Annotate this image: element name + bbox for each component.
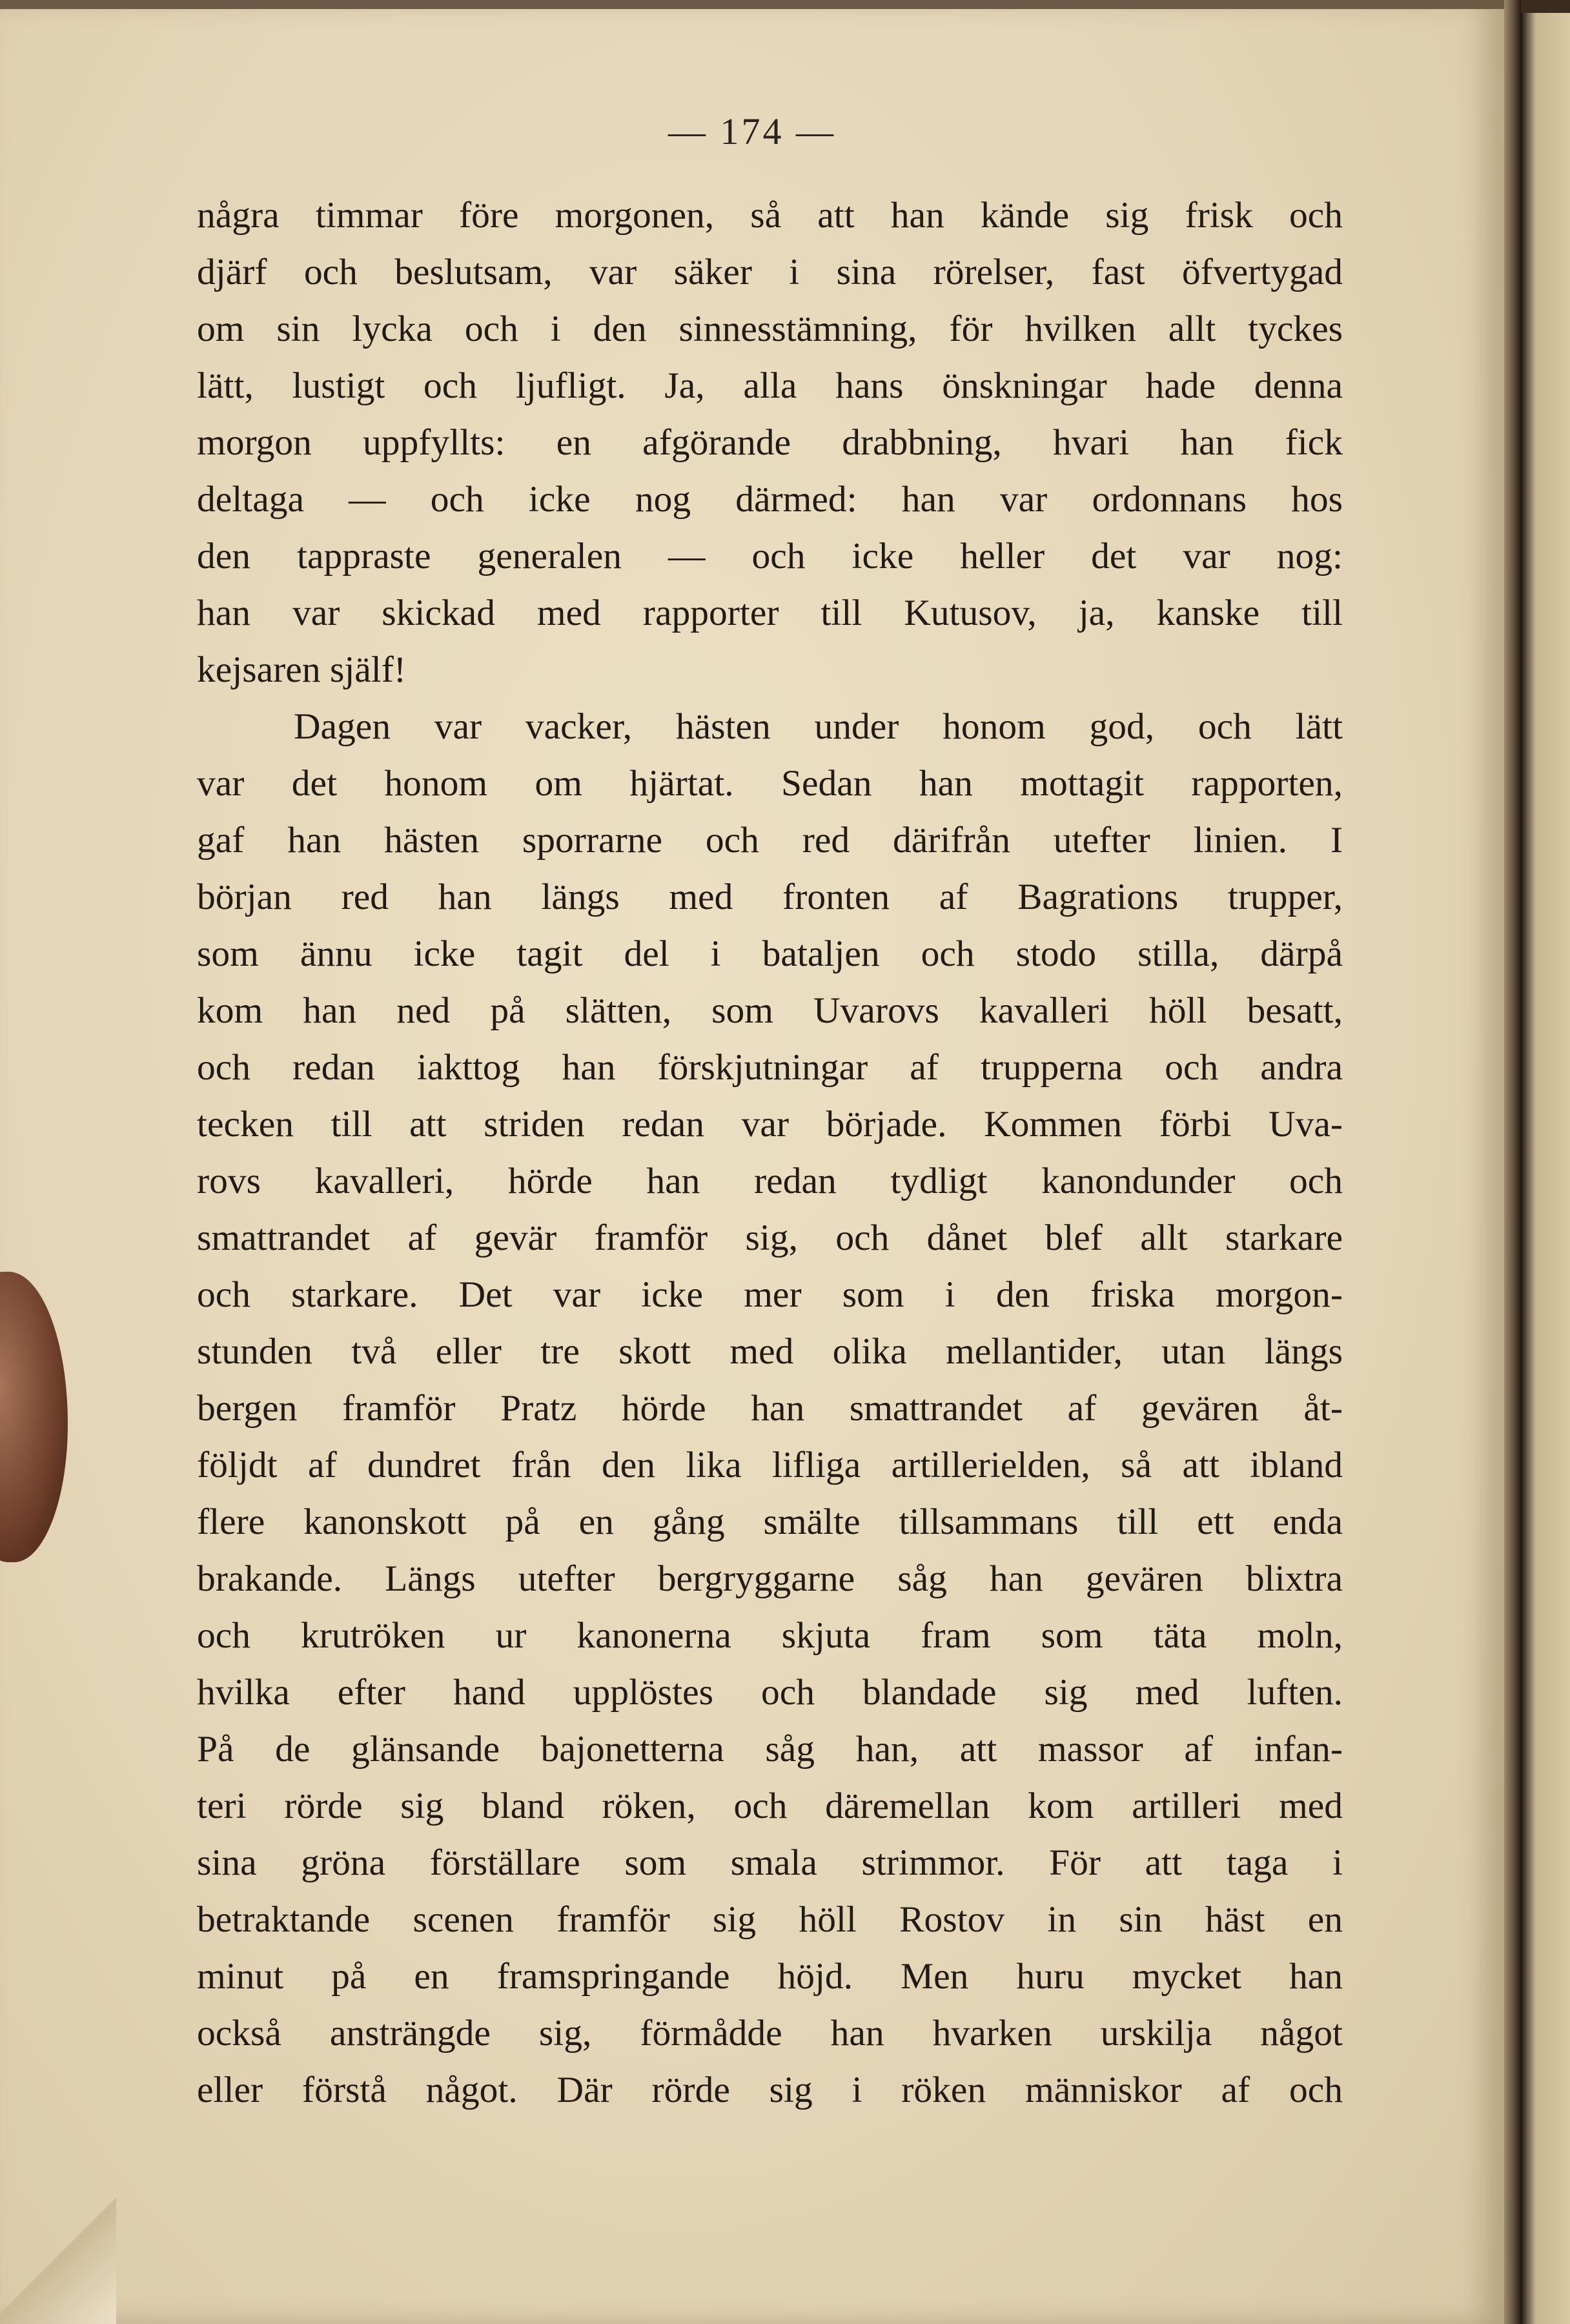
text-line: om sin lycka och i den sinnesstämning, för hvilken allt tyckes [197,309,1343,349]
text-line: gaf han hästen sporrarne och red därifrån utefter linien. I [197,820,1343,861]
text-line: början red han längs med fronten af Bagrations trupper, [197,877,1343,917]
text-line: kejsaren själf! [197,649,407,690]
text-line: djärf och beslutsam, var säker i sina rörelser, fast öfvertygad [197,252,1343,292]
text-line: eller förstå något. Där rörde sig i röken människor af och [197,2070,1343,2110]
text-line: tecken till att striden redan var började. Kommen förbi Uva- [197,1104,1343,1145]
text-line: bergen framför Pratz hörde han smattrandet af gevären åt- [197,1388,1343,1429]
text-line: deltaga — och icke nog därmed: han var ordonnans hos [197,479,1343,520]
text-line: brakande. Längs utefter bergryggarne såg han gevären blixtra [197,1558,1343,1599]
text-line: morgon uppfyllts: en afgörande drabbning, hvari han fick [197,422,1343,463]
page-corner [0,2195,116,2324]
text-line: och starkare. Det var icke mer som i den friska morgon- [197,1274,1343,1315]
text-line: han var skickad med rapporter till Kutusov, ja, kanske till [197,593,1343,633]
text-line: smattrandet af gevär framför sig, och dånet blef allt starkare [197,1218,1343,1258]
text-line: var det honom om hjärtat. Sedan han mottagit rapporten, [197,763,1343,804]
text-line: också ansträngde sig, förmådde han hvarken urskilja något [197,2013,1343,2054]
body-text [197,187,1343,2119]
text-line: sina gröna förställare som smala strimmor. För att taga i [197,1842,1343,1883]
text-line: och redan iakttog han förskjutningar af trupperna och andra [197,1047,1343,1088]
text-line: betraktande scenen framför sig höll Rostov in sin häst en [197,1899,1343,1940]
adjacent-page [1521,13,1570,2324]
text-line: teri rörde sig bland röken, och däremellan kom artilleri med [197,1786,1343,1826]
text-line: följdt af dundret från den lika lifliga artillerielden, så att ibland [197,1445,1343,1485]
text-line: hvilka efter hand upplöstes och blandade sig med luften. [197,1672,1343,1713]
text-line: den tappraste generalen — och icke heller det var nog: [197,536,1343,576]
text-line: minut på en framspringande höjd. Men huru mycket han [197,1956,1343,1997]
text-line: På de glänsande bajonetterna såg han, att massor af infan- [197,1729,1343,1769]
text-line: stunden två eller tre skott med olika mellantider, utan längs [197,1331,1343,1372]
text-line: Dagen var vacker, hästen under honom god, och lätt [294,706,1343,747]
text-line: kom han ned på slätten, som Uvarovs kavalleri höll besatt, [197,990,1343,1031]
text-line: lätt, lustigt och ljufligt. Ja, alla hans önskningar hade denna [197,365,1343,406]
text-line: som ännu icke tagit del i bataljen och stodo stilla, därpå [197,933,1343,974]
page-edge [1504,0,1521,2324]
text-line: rovs kavalleri, hörde han redan tydligt kanondunder och [197,1161,1343,1201]
page-number: — 174 — [668,110,836,152]
text-line: några timmar före morgonen, så att han kände sig frisk och [197,195,1343,236]
text-line: och krutröken ur kanonerna skjuta fram som täta moln, [197,1615,1343,1656]
text-line: flere kanonskott på en gång smälte tillsammans till ett enda [197,1502,1343,1542]
